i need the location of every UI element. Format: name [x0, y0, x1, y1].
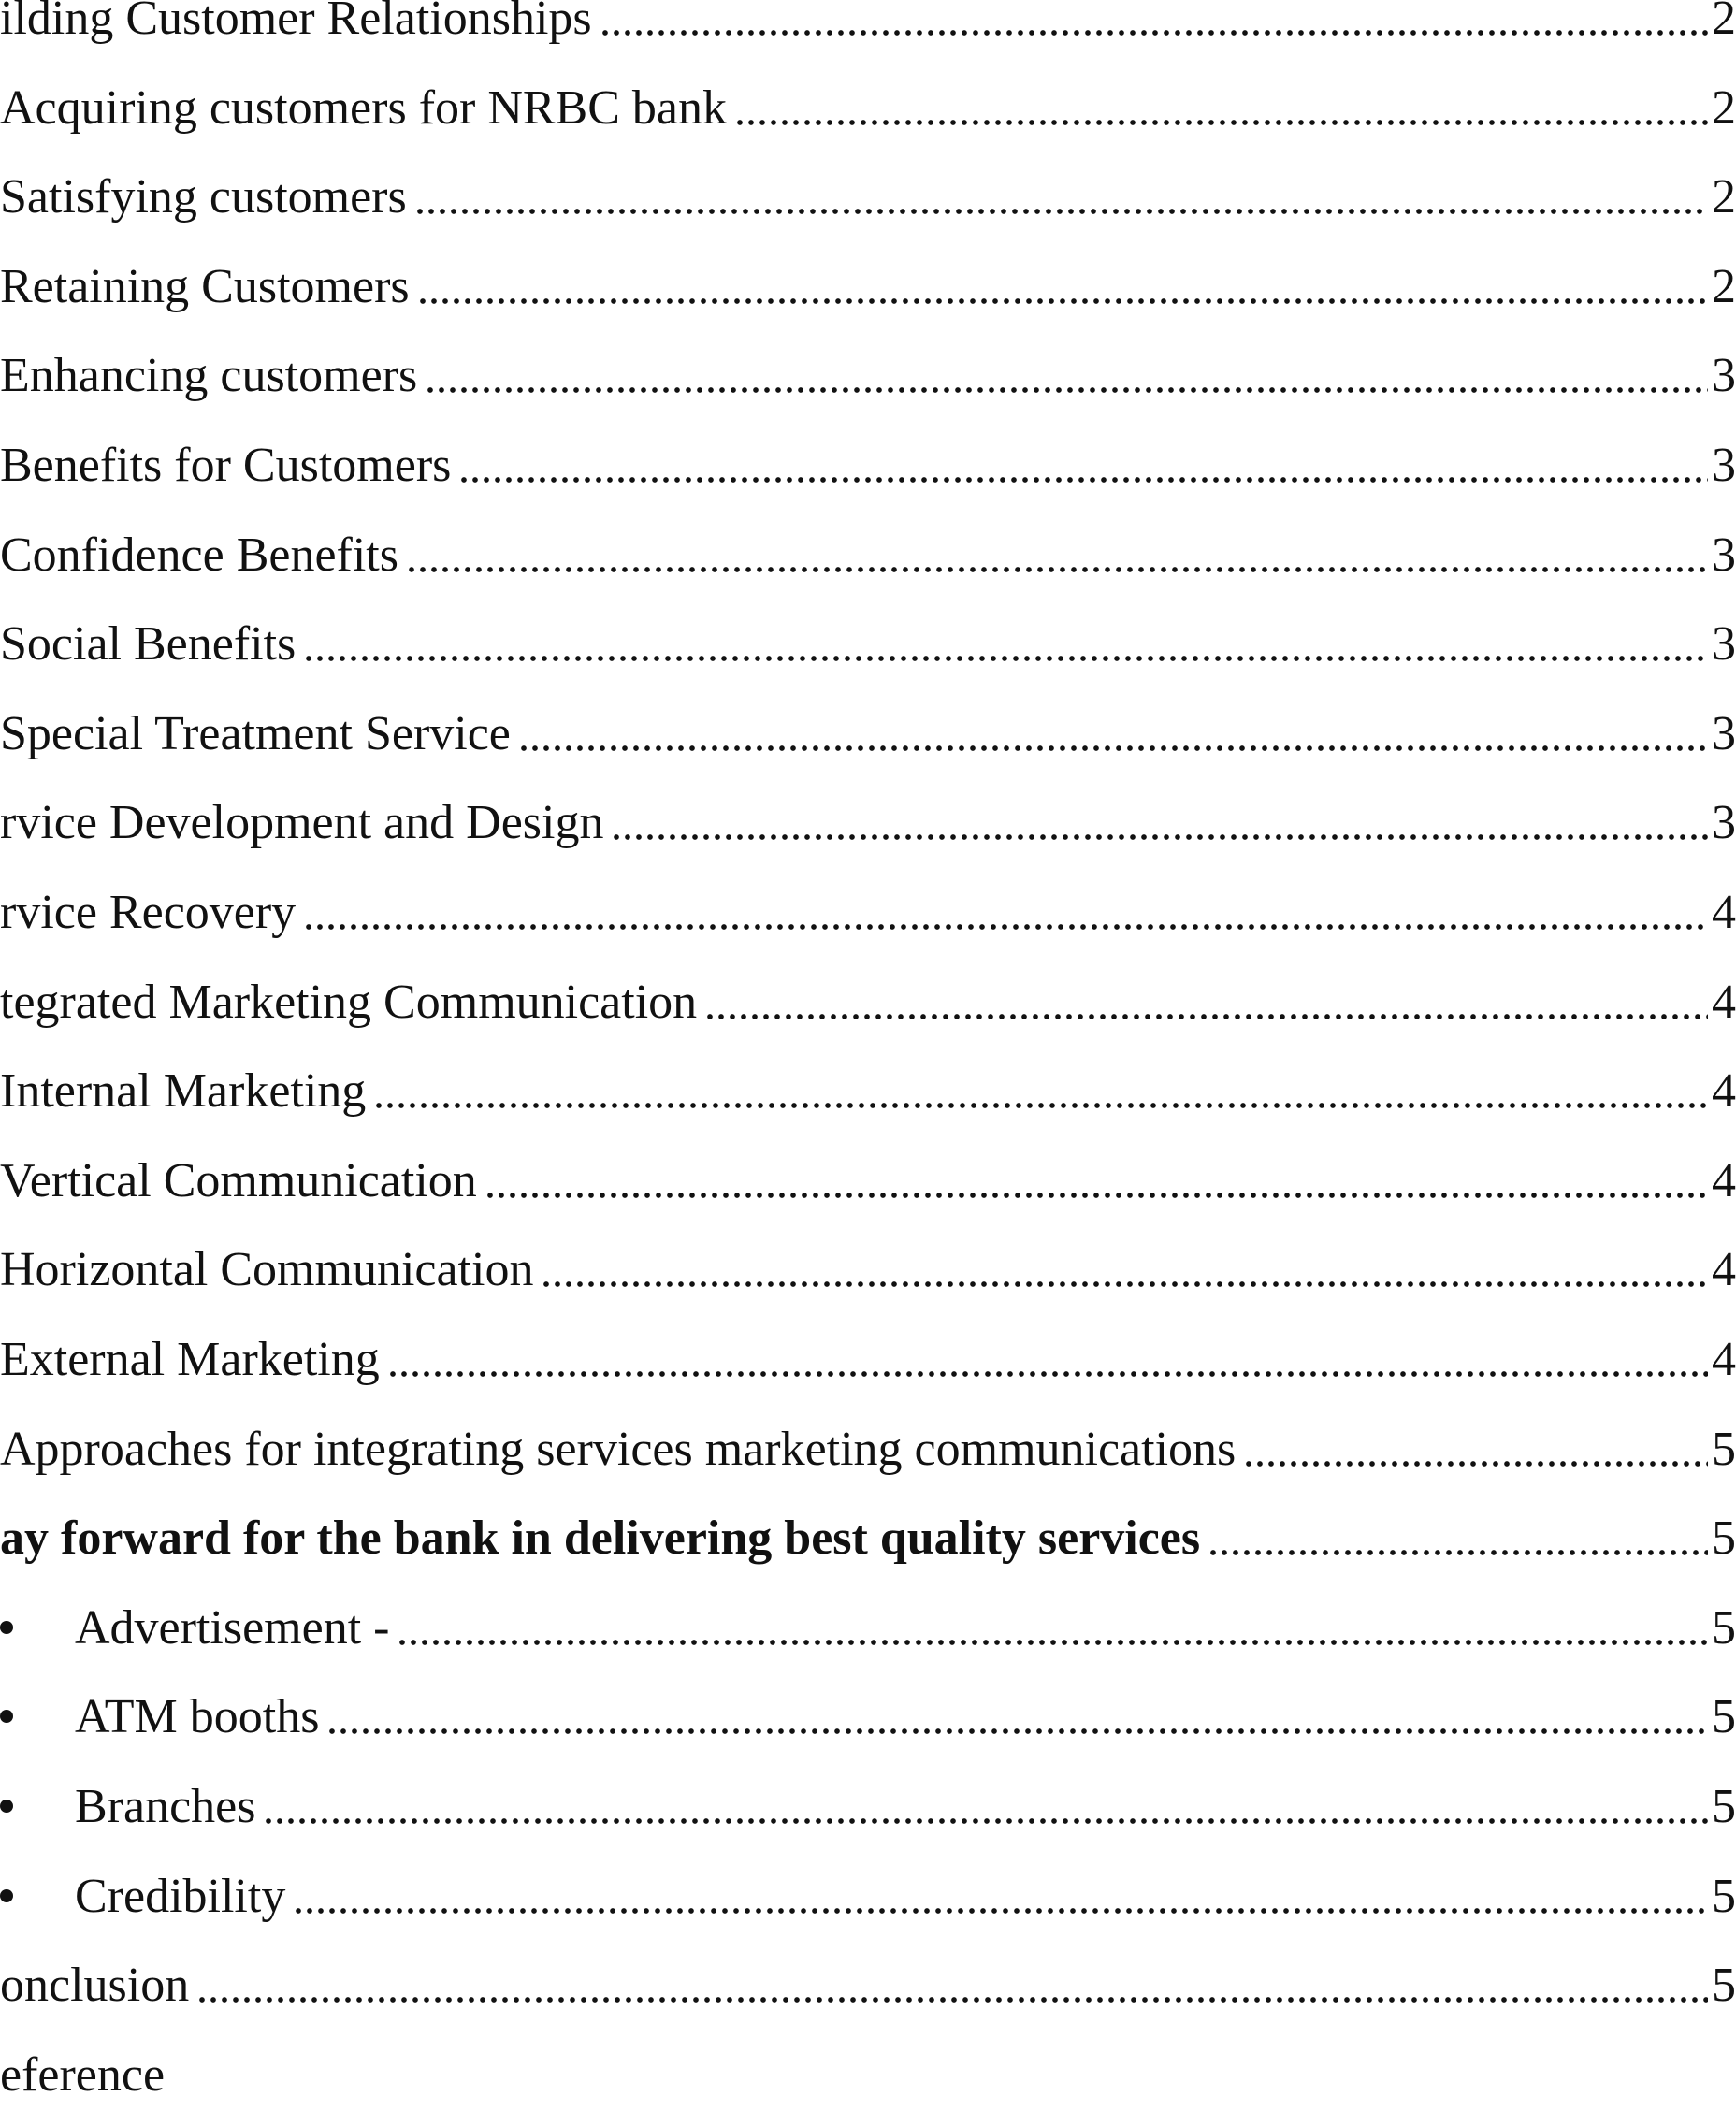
dot-leader — [303, 924, 1708, 930]
toc-entry-page-number: 5 — [1712, 1600, 1736, 1655]
toc-entry[interactable] — [0, 0, 1736, 49]
toc-entry-page-number: 5 — [1712, 1690, 1736, 1744]
dot-leader — [458, 477, 1708, 483]
toc-entry-page-number: 2 — [1712, 0, 1736, 45]
bullet-icon — [0, 1621, 13, 1634]
toc-entry-label: Acquiring customers for NRBC bank — [0, 80, 728, 135]
bullet-icon — [0, 1710, 13, 1723]
dot-leader — [373, 1103, 1708, 1108]
toc-entry-label: Satisfying customers — [0, 170, 407, 224]
toc-entry-label: Approaches for integrating services marketing communications — [0, 1422, 1237, 1476]
toc-entry-page-number: 3 — [1712, 706, 1736, 760]
toc-entry-page-number: 5 — [1712, 1780, 1736, 1833]
toc-entry-page-number: 3 — [1712, 439, 1736, 492]
toc-entry-page-number: 5 — [1712, 1869, 1736, 1923]
dot-leader — [417, 298, 1708, 304]
dot-leader — [387, 1371, 1708, 1377]
dot-leader — [414, 209, 1708, 214]
toc-entry[interactable] — [0, 609, 1736, 674]
toc-entry[interactable] — [0, 1771, 1736, 1837]
dot-leader — [611, 834, 1708, 840]
toc-entry-label: Credibility — [75, 1869, 286, 1923]
dot-leader — [1208, 1550, 1708, 1555]
toc-entry-page-number: 2 — [1712, 259, 1736, 313]
toc-entry[interactable] — [0, 520, 1736, 586]
toc-entry[interactable] — [0, 1950, 1736, 2016]
toc-entry-label: External Marketing — [0, 1333, 380, 1386]
toc-entry[interactable] — [0, 967, 1736, 1033]
toc-entry-page-number: 5 — [1712, 1422, 1736, 1476]
toc-entry-label: Enhancing customers — [0, 349, 418, 403]
dot-leader — [485, 1193, 1708, 1198]
toc-entry[interactable] — [0, 1682, 1736, 1747]
bullet-icon — [0, 1800, 13, 1813]
bullet-icon — [0, 1889, 13, 1902]
toc-entry[interactable] — [0, 252, 1736, 317]
toc-entry[interactable] — [0, 340, 1736, 406]
toc-entry[interactable] — [0, 788, 1736, 853]
toc-entry-page-number: 3 — [1712, 528, 1736, 582]
toc-entry-label: Vertical Communication — [0, 1153, 477, 1207]
dot-leader — [734, 120, 1708, 125]
toc-entry-label: onclusion — [0, 1959, 190, 2013]
toc-entry-label: Confidence Benefits — [0, 528, 398, 582]
toc-entry[interactable] — [0, 1056, 1736, 1121]
toc-entry-page-number: 2 — [1712, 80, 1736, 135]
toc-entry-page-number: 4 — [1712, 975, 1736, 1029]
toc-entry-label: ATM booths — [75, 1690, 320, 1744]
dot-leader — [541, 1281, 1708, 1287]
dot-leader — [1243, 1461, 1708, 1467]
toc-entry-page-number: 4 — [1712, 1064, 1736, 1119]
toc-entry-label: Horizontal Communication — [0, 1243, 534, 1297]
toc-entry[interactable] — [0, 430, 1736, 496]
toc-entry[interactable] — [0, 699, 1736, 764]
dot-leader — [196, 1997, 1708, 2003]
toc-entry-label: rvice Recovery — [0, 886, 297, 939]
toc-entry-label: Advertisement - — [75, 1600, 390, 1655]
toc-entry-page-number: 3 — [1712, 349, 1736, 403]
toc-entry[interactable] — [0, 162, 1736, 227]
toc-entry[interactable] — [0, 1235, 1736, 1300]
toc-entry-page-number: 5 — [1712, 1959, 1736, 2013]
toc-entry[interactable] — [0, 1146, 1736, 1211]
toc-entry-page-number: 2 — [1712, 170, 1736, 224]
toc-entry-label: rvice Development and Design — [0, 796, 604, 850]
toc-entry[interactable] — [0, 877, 1736, 943]
toc-entry-label: ilding Customer Relationships — [0, 0, 592, 45]
toc-entry-page-number: 4 — [1712, 1243, 1736, 1297]
dot-leader — [397, 1640, 1708, 1645]
dot-leader — [263, 1818, 1708, 1824]
toc-entry-page-number: 3 — [1712, 796, 1736, 850]
dot-leader — [293, 1908, 1708, 1914]
toc-entry-label: Special Treatment Service — [0, 706, 511, 760]
dot-leader — [600, 30, 1708, 36]
toc-entry-page-number: 5 — [1712, 1511, 1736, 1566]
dot-leader — [425, 387, 1708, 393]
toc-entry-label: eference — [0, 2047, 166, 2102]
toc-entry[interactable] — [0, 1593, 1736, 1658]
toc-entry-label: tegrated Marketing Communication — [0, 975, 698, 1029]
toc-entry-page-number: 3 — [1712, 617, 1736, 672]
toc-entry[interactable] — [0, 2040, 1732, 2105]
toc-entry-page-number: 4 — [1712, 1153, 1736, 1207]
toc-entry-label: ay forward for the bank in delivering best quality services — [0, 1511, 1201, 1566]
dot-leader — [518, 745, 1708, 751]
toc-entry-label: Benefits for Customers — [0, 439, 452, 492]
toc-entry[interactable] — [0, 1861, 1736, 1927]
toc-entry[interactable] — [0, 73, 1736, 138]
toc-entry[interactable] — [0, 1324, 1736, 1390]
dot-leader — [303, 656, 1708, 661]
toc-entry[interactable] — [0, 1503, 1736, 1569]
dot-leader — [326, 1728, 1708, 1734]
toc-entry-label: Internal Marketing — [0, 1064, 367, 1119]
toc-entry[interactable] — [0, 1414, 1736, 1480]
dot-leader — [704, 1014, 1708, 1019]
toc-entry-label: Branches — [75, 1780, 256, 1833]
dot-leader — [406, 567, 1708, 572]
toc-entry-page-number: 4 — [1712, 886, 1736, 939]
toc-entry-page-number: 4 — [1712, 1333, 1736, 1386]
toc-entry-label: Social Benefits — [0, 617, 297, 672]
toc-entry-label: Retaining Customers — [0, 259, 410, 313]
